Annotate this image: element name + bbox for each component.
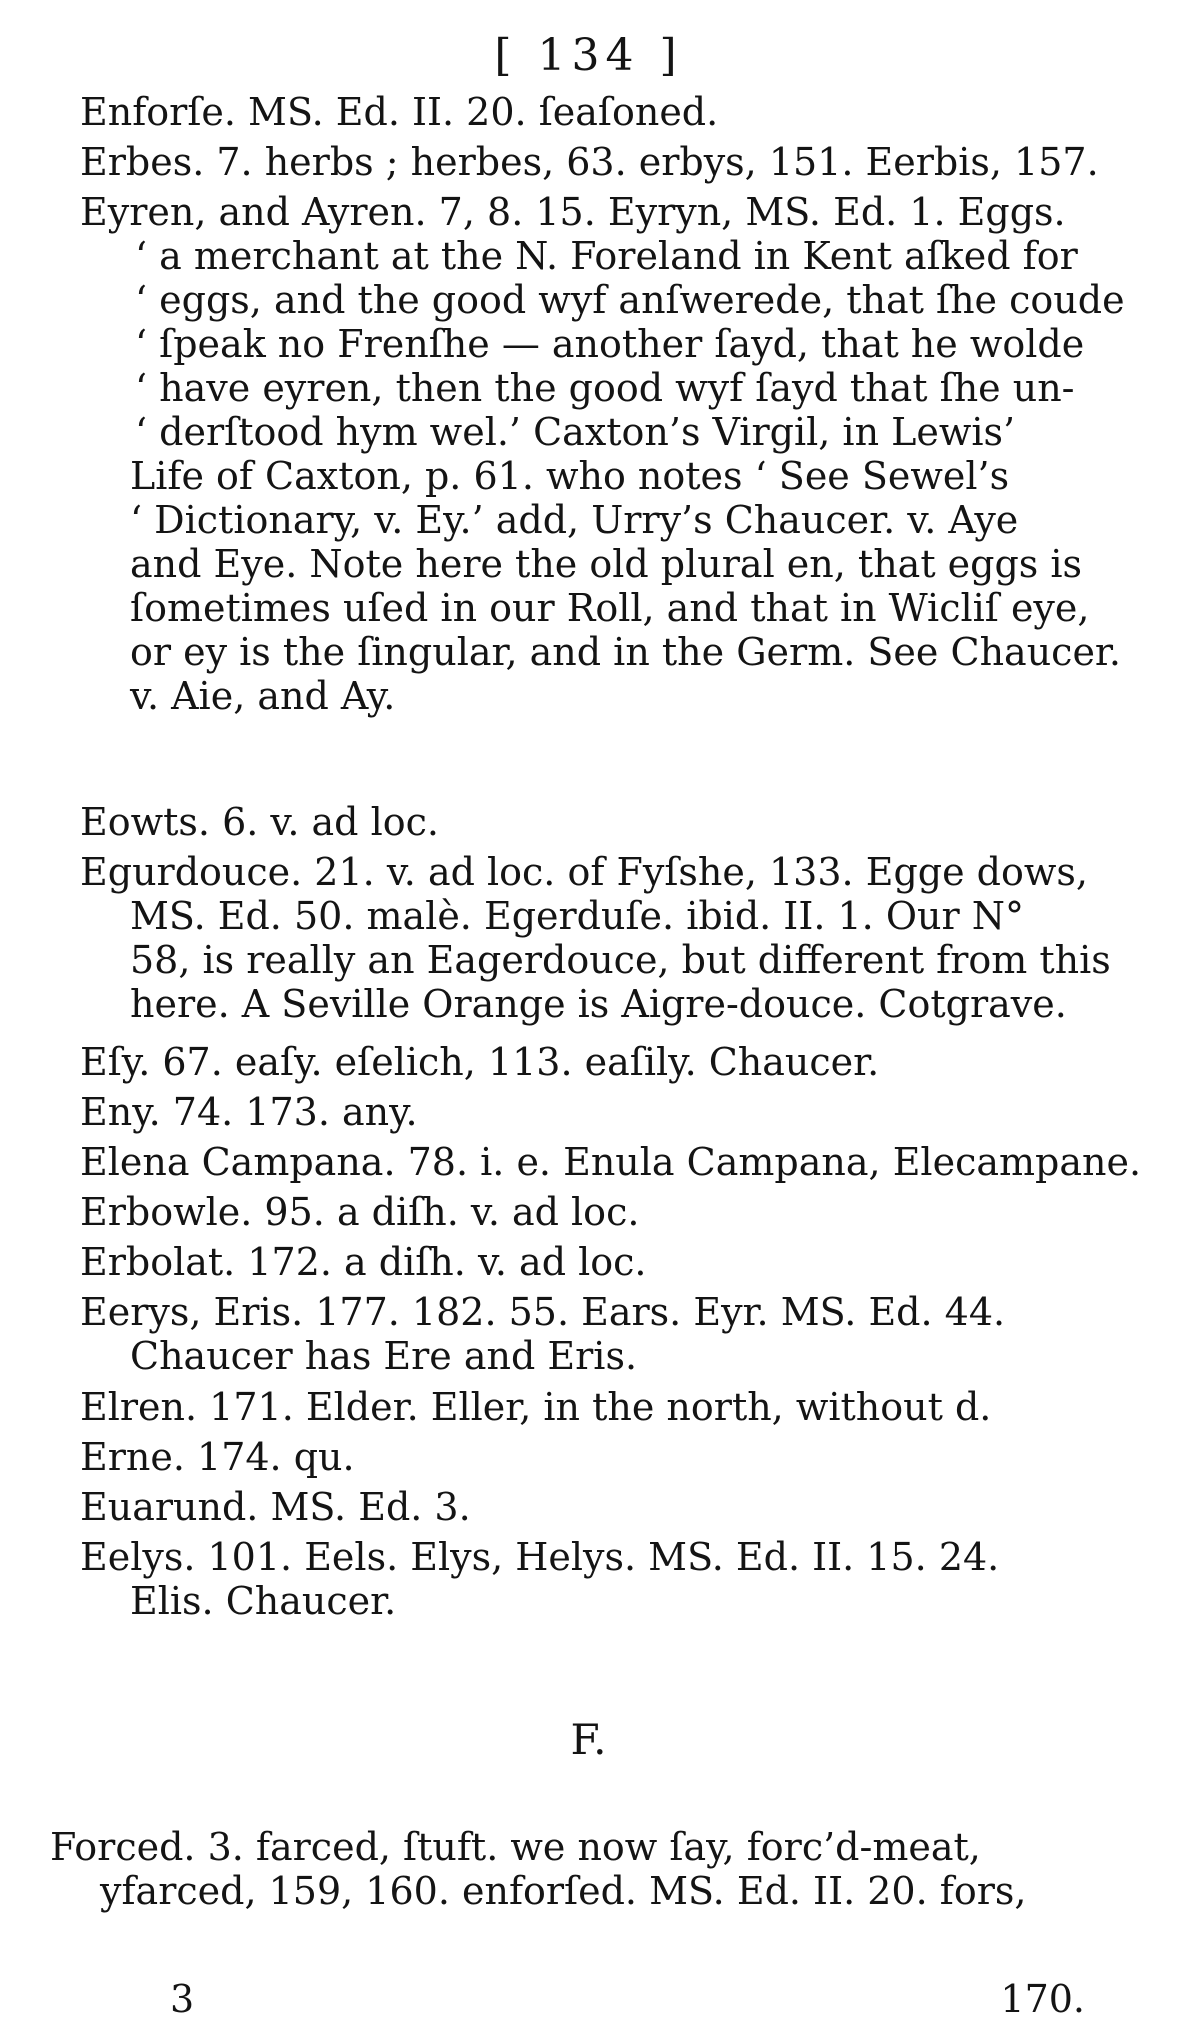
entry-eny xyxy=(80,1090,1120,1134)
entry-eyren xyxy=(80,190,1125,718)
entry-eowts xyxy=(80,800,1120,844)
entry-line: Elren. 171. Elder. Eller, in the north, without d. xyxy=(80,1385,992,1429)
entry-euarund xyxy=(80,1485,1120,1529)
entry-line: Life of Caxton, p. 61. who notes ‘ See Sewel’s xyxy=(130,454,1010,498)
entry-eelys xyxy=(80,1535,1120,1623)
entry-line: here. A Seville Orange is Aigre-douce. Cotgrave. xyxy=(130,982,1067,1026)
entry-line: ‘ eggs, and the good wyf anſwerede, that ſhe coude xyxy=(135,278,1125,322)
entry-elren xyxy=(80,1385,1120,1429)
entry-erbowle xyxy=(80,1190,1120,1234)
printer-signature: 3 xyxy=(170,1977,195,2021)
entry-egurdouce xyxy=(80,850,1120,1026)
entry-line: MS. Ed. 50. malè. Egerduſe. ibid. II. 1. Our N° xyxy=(130,894,1024,938)
entry-line: Eelys. 101. Eels. Elys, Helys. MS. Ed. II. 15. 24. xyxy=(80,1535,1000,1579)
entry-line: Forced. 3. farced, ſtuft. we now ſay, forc’d-meat, xyxy=(50,1825,981,1869)
entry-erne xyxy=(80,1435,1120,1479)
entry-eerys xyxy=(80,1290,1120,1378)
entry-line: Elis. Chaucer. xyxy=(130,1579,397,1623)
page-number: [ 134 ] xyxy=(494,30,683,81)
entry-esy xyxy=(80,1040,1120,1084)
entry-line: Erbolat. 172. a diſh. v. ad loc. xyxy=(80,1240,647,1284)
entry-line: or ey is the ſingular, and in the Germ. See Chaucer. xyxy=(130,630,1122,674)
entry-line: and Eye. Note here the old plural en, that eggs is xyxy=(130,542,1083,586)
entry-line: Egurdouce. 21. v. ad loc. of Fyſshe, 133. Egge dows, xyxy=(80,850,1088,894)
entry-line: Erne. 174. qu. xyxy=(80,1435,355,1479)
entry-line: ‘ Dictionary, v. Ey.’ add, Urry’s Chaucer. v. Aye xyxy=(130,498,1019,542)
entry-enforse xyxy=(80,90,1120,134)
entry-line: Eſy. 67. eaſy. eſelich, 113. eaſily. Chaucer. xyxy=(80,1040,880,1084)
section-heading-f: F. xyxy=(570,1715,607,1764)
entry-elena-campana xyxy=(80,1140,1142,1184)
entry-line: ‘ a merchant at the N. Foreland in Kent aſked for xyxy=(135,234,1078,278)
entry-erbolat xyxy=(80,1240,1120,1284)
entry-line: ‘ ſpeak no Frenſhe — another ſayd, that he wolde xyxy=(135,322,1085,366)
entry-line: Eowts. 6. v. ad loc. xyxy=(80,800,439,844)
entry-line: ſometimes uſed in our Roll, and that in Wicliſ eye, xyxy=(130,586,1090,630)
entry-line: 58, is really an Eagerdouce, but different from this xyxy=(130,938,1111,982)
entry-line: Chaucer has Ere and Eris. xyxy=(130,1334,638,1378)
entry-line: Eerys, Eris. 177. 182. 55. Ears. Eyr. MS. Ed. 44. xyxy=(80,1290,1006,1334)
entry-forced xyxy=(50,1825,1090,1913)
entry-line: Erbes. 7. herbs ; herbes, 63. erbys, 151. Eerbis, 157. xyxy=(80,140,1099,184)
entry-line: ‘ have eyren, then the good wyf ſayd that ſhe un- xyxy=(135,366,1075,410)
entry-line: Enforſe. MS. Ed. II. 20. ſeaſoned. xyxy=(80,90,719,134)
entry-line: Eyren, and Ayren. 7, 8. 15. Eyryn, MS. Ed. 1. Eggs. xyxy=(80,190,1066,234)
entry-line: v. Aie, and Ay. xyxy=(130,674,396,718)
entry-line: Euarund. MS. Ed. 3. xyxy=(80,1485,471,1529)
entry-line: Eny. 74. 173. any. xyxy=(80,1090,418,1134)
entry-line: Erbowle. 95. a diſh. v. ad loc. xyxy=(80,1190,640,1234)
catchword: 170. xyxy=(1000,1977,1085,2021)
entry-line: ‘ derſtood hym wel.’ Caxton’s Virgil, in Lewis’ xyxy=(135,410,1016,454)
entry-erbes xyxy=(80,140,1120,184)
entry-line: Elena Campana. 78. i. e. Enula Campana, Elecampane. xyxy=(80,1140,1142,1184)
entry-line: yfarced, 159, 160. enforſed. MS. Ed. II. 20. fors, xyxy=(100,1869,1027,1913)
